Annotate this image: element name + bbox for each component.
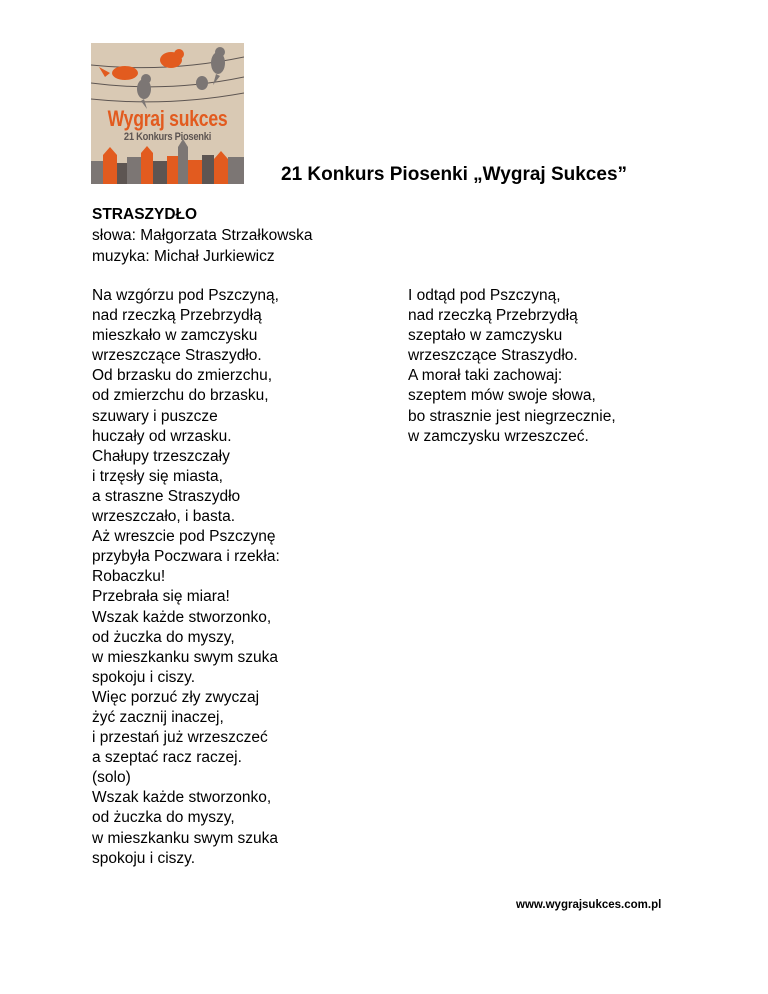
lyric-line: a szeptać racz raczej.: [92, 749, 242, 767]
lyric-line: i trzęsły się miasta,: [92, 467, 223, 485]
lyric-line: żyć zacznij inaczej,: [92, 708, 224, 726]
page-title: 21 Konkurs Piosenki „Wygraj Sukces”: [281, 164, 628, 185]
lyric-line: bo strasznie jest niegrzecznie,: [408, 407, 616, 425]
lyric-line: Od brzasku do zmierzchu,: [92, 367, 273, 385]
lyric-line: A morał taki zachowaj:: [408, 367, 563, 385]
lyric-line: w zamczysku wrzeszczeć.: [408, 427, 589, 445]
lyric-line: Wszak każde stworzonko,: [92, 789, 272, 807]
lyric-line: nad rzeczką Przebrzydłą: [408, 307, 578, 325]
lyrics-column-right: [408, 286, 616, 447]
lyric-line: I odtąd pod Pszczyną,: [408, 287, 561, 304]
lyric-line: Więc porzuć zły zwyczaj: [92, 688, 260, 706]
lyric-line: wrzeszczące Straszydło.: [408, 347, 578, 365]
lyric-line: Aż wreszcie pod Pszczynę: [92, 528, 276, 546]
lyric-line: spokoju i ciszy.: [92, 668, 196, 686]
lyric-line: wrzeszczało, i basta.: [92, 508, 235, 526]
song-header: [92, 204, 313, 267]
lyric-line: Chałupy trzeszczały: [92, 447, 230, 465]
lyric-line: huczały od wrzasku.: [92, 427, 232, 445]
lyric-line: Na wzgórzu pod Pszczyną,: [92, 287, 279, 304]
lyric-line: Wszak każde stworzonko,: [92, 608, 272, 626]
lyric-line: w mieszkanku swym szuka: [92, 829, 279, 847]
lyric-line: i przestań już wrzeszczeć: [92, 729, 268, 747]
lyric-line: Przebrała się miara!: [92, 588, 230, 606]
music-author: muzyka: Michał Jurkiewicz: [92, 248, 275, 265]
lyric-line: w mieszkanku swym szuka: [92, 648, 279, 666]
lyric-line: od żuczka do myszy,: [92, 809, 235, 827]
lyric-line: a straszne Straszydło: [92, 487, 241, 505]
lyric-line: szuwary i puszcze: [92, 407, 218, 425]
logo-subtitle: 21 Konkurs Piosenki: [123, 131, 212, 143]
contest-logo: [91, 43, 244, 184]
lyric-line: szeptem mów swoje słowa,: [408, 387, 596, 405]
logo-wordmark: Wygraj sukces: [107, 106, 228, 131]
bird-icon: [99, 66, 138, 80]
lyric-line: od żuczka do myszy,: [92, 628, 235, 646]
lyrics-column-left: [92, 286, 280, 869]
lyric-line: nad rzeczką Przebrzydłą: [92, 307, 262, 325]
lyric-line: przybyła Poczwara i rzekła:: [92, 548, 280, 566]
lyric-line: szeptało w zamczysku: [408, 327, 563, 345]
lyric-line: spokoju i ciszy.: [92, 849, 196, 867]
bird-icon: [160, 49, 184, 68]
bird-icon: [196, 76, 208, 90]
bird-icon: [137, 74, 151, 109]
lyric-line: Robaczku!: [92, 568, 166, 586]
footer-url: www.wygrajsukces.com.pl: [516, 899, 662, 911]
song-title: STRASZYDŁO: [92, 206, 198, 223]
lyric-line: wrzeszczące Straszydło.: [92, 347, 262, 365]
lyrics-author: słowa: Małgorzata Strzałkowska: [92, 227, 313, 244]
lyric-line: (solo): [92, 769, 131, 787]
bird-icon: [211, 47, 225, 85]
lyric-line: mieszkało w zamczysku: [92, 327, 258, 345]
lyric-line: od zmierzchu do brzasku,: [92, 387, 269, 405]
